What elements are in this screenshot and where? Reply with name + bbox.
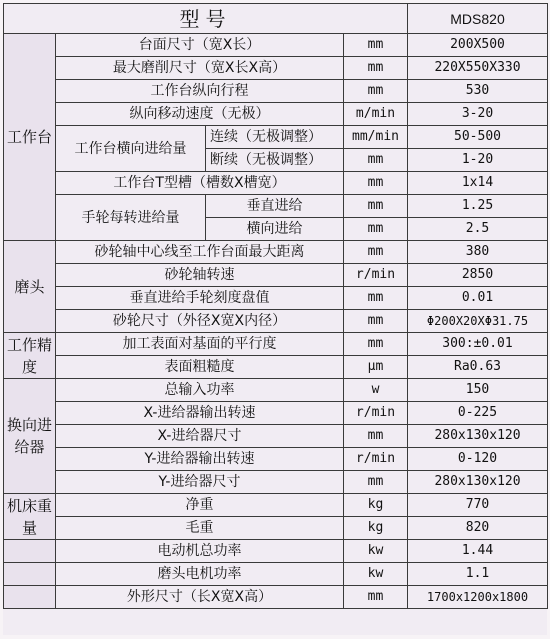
- param-value: 280x130x120: [408, 471, 548, 494]
- category-worktable: 工作台: [4, 34, 56, 241]
- param-value: 2850: [408, 264, 548, 287]
- table-row: [4, 540, 548, 563]
- table-row: [4, 356, 548, 379]
- table-row: [4, 333, 548, 356]
- table-row: [4, 517, 548, 540]
- param-unit: mm: [344, 57, 408, 80]
- category-machine-weight: 机床重量: [4, 494, 56, 540]
- param-value: 0-225: [408, 402, 548, 425]
- param-name: 台面尺寸（宽X长）: [56, 34, 344, 57]
- table-row: [4, 494, 548, 517]
- category-grinding-head: 磨头: [4, 241, 56, 333]
- param-unit: mm: [344, 80, 408, 103]
- param-name: 加工表面对基面的平行度: [56, 333, 344, 356]
- param-name: 磨头电机功率: [56, 563, 344, 586]
- param-name: X-进给器尺寸: [56, 425, 344, 448]
- table-title: 型号: [4, 4, 408, 34]
- param-unit: mm: [344, 149, 408, 172]
- empty-category-cell: [4, 563, 56, 586]
- param-name: 断续（无极调整）: [206, 149, 344, 172]
- param-unit: mm: [344, 333, 408, 356]
- param-value: 200X500: [408, 34, 548, 57]
- table-row: [4, 586, 548, 609]
- empty-category-cell: [4, 586, 56, 609]
- param-unit: r/min: [344, 448, 408, 471]
- param-unit: mm: [344, 287, 408, 310]
- param-name: Y-进给器输出转速: [56, 448, 344, 471]
- param-value: 1x14: [408, 172, 548, 195]
- param-unit: mm: [344, 195, 408, 218]
- param-name: 表面粗糙度: [56, 356, 344, 379]
- param-name: 砂轮尺寸（外径X宽X内径）: [56, 310, 344, 333]
- param-unit: mm: [344, 241, 408, 264]
- param-value: 380: [408, 241, 548, 264]
- param-name: 电动机总功率: [56, 540, 344, 563]
- param-unit: mm: [344, 34, 408, 57]
- category-work-precision: 工作精度: [4, 333, 56, 379]
- param-value: Φ200X20XΦ31.75: [408, 310, 548, 333]
- table-row: [4, 172, 548, 195]
- table-row: [4, 34, 548, 57]
- param-value: 1.25: [408, 195, 548, 218]
- param-name: 垂直进给手轮刻度盘值: [56, 287, 344, 310]
- spec-table: [3, 3, 548, 609]
- param-unit: kg: [344, 517, 408, 540]
- param-unit: r/min: [344, 402, 408, 425]
- param-unit: μm: [344, 356, 408, 379]
- param-unit: mm: [344, 471, 408, 494]
- param-name: 垂直进给: [206, 195, 344, 218]
- param-unit: mm: [344, 218, 408, 241]
- param-name: 纵向移动速度（无极）: [56, 103, 344, 126]
- param-unit: w: [344, 379, 408, 402]
- param-name: 最大磨削尺寸（宽X长X高）: [56, 57, 344, 80]
- param-value: 820: [408, 517, 548, 540]
- table-row: [4, 264, 548, 287]
- param-name: 砂轮轴转速: [56, 264, 344, 287]
- model-number: MDS820: [408, 4, 548, 34]
- header-row: [4, 4, 548, 34]
- param-name: X-进给器输出转速: [56, 402, 344, 425]
- param-unit: mm: [344, 425, 408, 448]
- param-value: 1.1: [408, 563, 548, 586]
- param-name: 横向进给: [206, 218, 344, 241]
- param-value: 1700x1200x1800: [408, 586, 548, 609]
- param-name: 毛重: [56, 517, 344, 540]
- param-value: 3-20: [408, 103, 548, 126]
- param-unit: mm: [344, 172, 408, 195]
- param-value: 50-500: [408, 126, 548, 149]
- table-row: [4, 425, 548, 448]
- param-unit: r/min: [344, 264, 408, 287]
- param-unit: kg: [344, 494, 408, 517]
- group-cross-feed: 工作台横向进给量: [56, 126, 206, 172]
- group-handwheel-feed: 手轮每转进给量: [56, 195, 206, 241]
- param-value: 220X550X330: [408, 57, 548, 80]
- param-unit: kw: [344, 563, 408, 586]
- param-unit: mm/min: [344, 126, 408, 149]
- table-row: [4, 80, 548, 103]
- table-row: [4, 57, 548, 80]
- param-name: 连续（无极调整）: [206, 126, 344, 149]
- param-name: 总输入功率: [56, 379, 344, 402]
- table-row: [4, 563, 548, 586]
- param-name: 工作台T型槽（槽数X槽宽）: [56, 172, 344, 195]
- table-row: [4, 103, 548, 126]
- param-value: 280x130x120: [408, 425, 548, 448]
- param-value: 1-20: [408, 149, 548, 172]
- category-reversing-feeder: 换向进给器: [4, 379, 56, 494]
- empty-category-cell: [4, 540, 56, 563]
- param-name: 净重: [56, 494, 344, 517]
- param-unit: m/min: [344, 103, 408, 126]
- param-value: 300:±0.01: [408, 333, 548, 356]
- table-row: [4, 471, 548, 494]
- param-unit: mm: [344, 586, 408, 609]
- param-unit: kw: [344, 540, 408, 563]
- param-value: 530: [408, 80, 548, 103]
- param-value: Ra0.63: [408, 356, 548, 379]
- table-row: [4, 310, 548, 333]
- param-value: 0.01: [408, 287, 548, 310]
- param-unit: mm: [344, 310, 408, 333]
- param-value: 1.44: [408, 540, 548, 563]
- param-value: 770: [408, 494, 548, 517]
- param-name: 砂轮轴中心线至工作台面最大距离: [56, 241, 344, 264]
- table-row: [4, 448, 548, 471]
- param-value: 0-120: [408, 448, 548, 471]
- param-name: 工作台纵向行程: [56, 80, 344, 103]
- table-row: [4, 379, 548, 402]
- spec-sheet: [3, 3, 547, 635]
- table-row: [4, 126, 548, 149]
- table-row: [4, 241, 548, 264]
- param-name: 外形尺寸（长X宽X高）: [56, 586, 344, 609]
- param-value: 2.5: [408, 218, 548, 241]
- param-value: 150: [408, 379, 548, 402]
- table-row: [4, 195, 548, 218]
- param-name: Y-进给器尺寸: [56, 471, 344, 494]
- table-row: [4, 402, 548, 425]
- table-row: [4, 287, 548, 310]
